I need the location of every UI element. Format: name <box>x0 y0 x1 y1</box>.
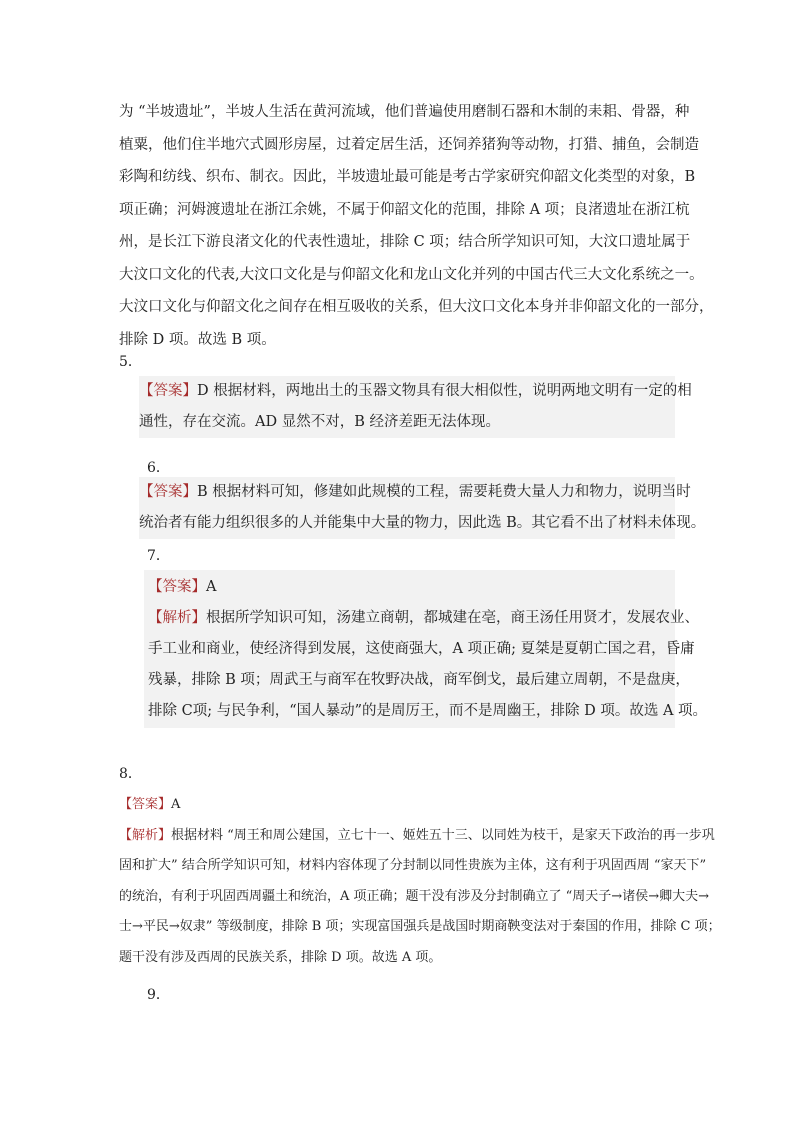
answer-line-5-2: 通性，存在交流。AD 显然不对，B 经济差距无法体现。 <box>139 414 500 430</box>
analysis-line: 手工业和商业，使经济得到发展，这使商强大，A 项正确; 夏桀是夏朝亡国之君，昏庸 <box>148 641 695 657</box>
answer-tag: 【答案】 <box>119 797 172 812</box>
analysis-line: 排除 C项; 与民争利，“国人暴动”的是周厉王，而不是周幽王，排除 D 项。故选 A 项。 <box>148 703 708 719</box>
intro-line: 大汶口文化的代表,大汶口文化是与仰韶文化和龙山文化并列的中国古代三大文化系统之一。 <box>119 266 704 283</box>
analysis-text: 根据材料 “周王和周公建国，立七十一、姬姓五十三、以同姓为枝干，是家天下政治的再一步巩 <box>171 827 715 843</box>
question-number-7: 7． <box>147 548 170 564</box>
answer-tag: 【答案】 <box>139 383 197 399</box>
question-number-5: 5． <box>119 354 142 370</box>
intro-line: 大汶口文化与仰韶文化之间存在相互吸收的关系，但大汶口文化本身并非仰韶文化的一部分， <box>119 299 714 315</box>
analysis-line-7-1 <box>148 603 707 634</box>
answer-value: A <box>171 797 181 812</box>
intro-line: 植粟，他们住半地穴式圆形房屋，过着定居生活，还饲养猪狗等动物，打猎、捕鱼，会制造 <box>119 136 699 153</box>
analysis-line: 士→平民→奴隶” 等级制度，排除 B 项；实现富国强兵是战国时期商鞅变法对于秦国的作用，排除 C 项； <box>119 919 721 934</box>
analysis-tag: 【解析】 <box>148 610 206 626</box>
analysis-line-8-1 <box>119 821 721 852</box>
intro-line: 为 “半坡遗址”，半坡人生活在黄河流域，他们普遍使用磨制石器和木制的耒耜、骨器，种 <box>119 104 690 120</box>
answer-box-5 <box>139 376 692 438</box>
intro-paragraph <box>119 96 714 356</box>
intro-line: 彩陶和纺线、织布、制衣。因此，半坡遗址最可能是考古学家研究仰韶文化类型的对象，B <box>119 169 696 185</box>
answer-box-6 <box>139 477 706 539</box>
question-number-6: 6． <box>147 460 170 476</box>
question-number-9: 9． <box>147 987 170 1003</box>
analysis-line: 题干没有涉及西周的民族关系，排除 D 项。故选 A 项。 <box>119 949 442 965</box>
answer-tag: 【答案】 <box>139 484 197 500</box>
intro-line: 项正确；河姆渡遗址在浙江余姚，不属于仰韶文化的范围，排除 A 项；良渚遗址在浙江杭 <box>119 201 690 218</box>
answer-line-7 <box>148 572 707 603</box>
answer-tag: 【答案】 <box>148 579 206 595</box>
analysis-tag: 【解析】 <box>119 827 172 843</box>
answer-text: D 根据材料，两地出土的玉器文物具有很大相似性，说明两地文明有一定的相 <box>197 383 692 399</box>
answer-line-6-2: 统治者有能力组织很多的人并能集中大量的物力，因此选 B。其它看不出了材料未体现。 <box>139 515 706 531</box>
answer-line-5-1 <box>139 376 692 407</box>
intro-line: 州，是长江下游良渚文化的代表性遗址，排除 C 项；结合所学知识可知，大汶口遗址属于 <box>119 234 691 250</box>
answer-block-8 <box>119 790 721 973</box>
analysis-line: 残暴，排除 B 项；周武王与商军在牧野决战，商军倒戈，最后建立周朝，不是盘庚， <box>148 672 690 688</box>
answer-value: A <box>206 579 217 595</box>
analysis-text: 根据所学知识可知，汤建立商朝，都城建在亳，商王汤任用贤才，发展农业、 <box>206 610 699 626</box>
answer-line-8 <box>119 790 721 821</box>
intro-line: 排除 D 项。故选 B 项。 <box>119 331 276 348</box>
analysis-line: 的统治，有利于巩固西周疆土和统治，A 项正确；题干没有涉及分封制确立了 “周天子→诸侯→卿大夫→ <box>119 888 709 904</box>
answer-line-6-1 <box>139 477 705 508</box>
answer-text: B 根据材料可知，修建如此规模的工程，需要耗费大量人力和物力，说明当时 <box>197 484 691 500</box>
question-number-8: 8． <box>119 766 142 782</box>
analysis-line: 固和扩大” 结合所学知识可知，材料内容体现了分封制以同性贵族为主体，这有利于巩固西周 “家天下” <box>119 858 707 873</box>
answer-box-7 <box>144 570 708 728</box>
